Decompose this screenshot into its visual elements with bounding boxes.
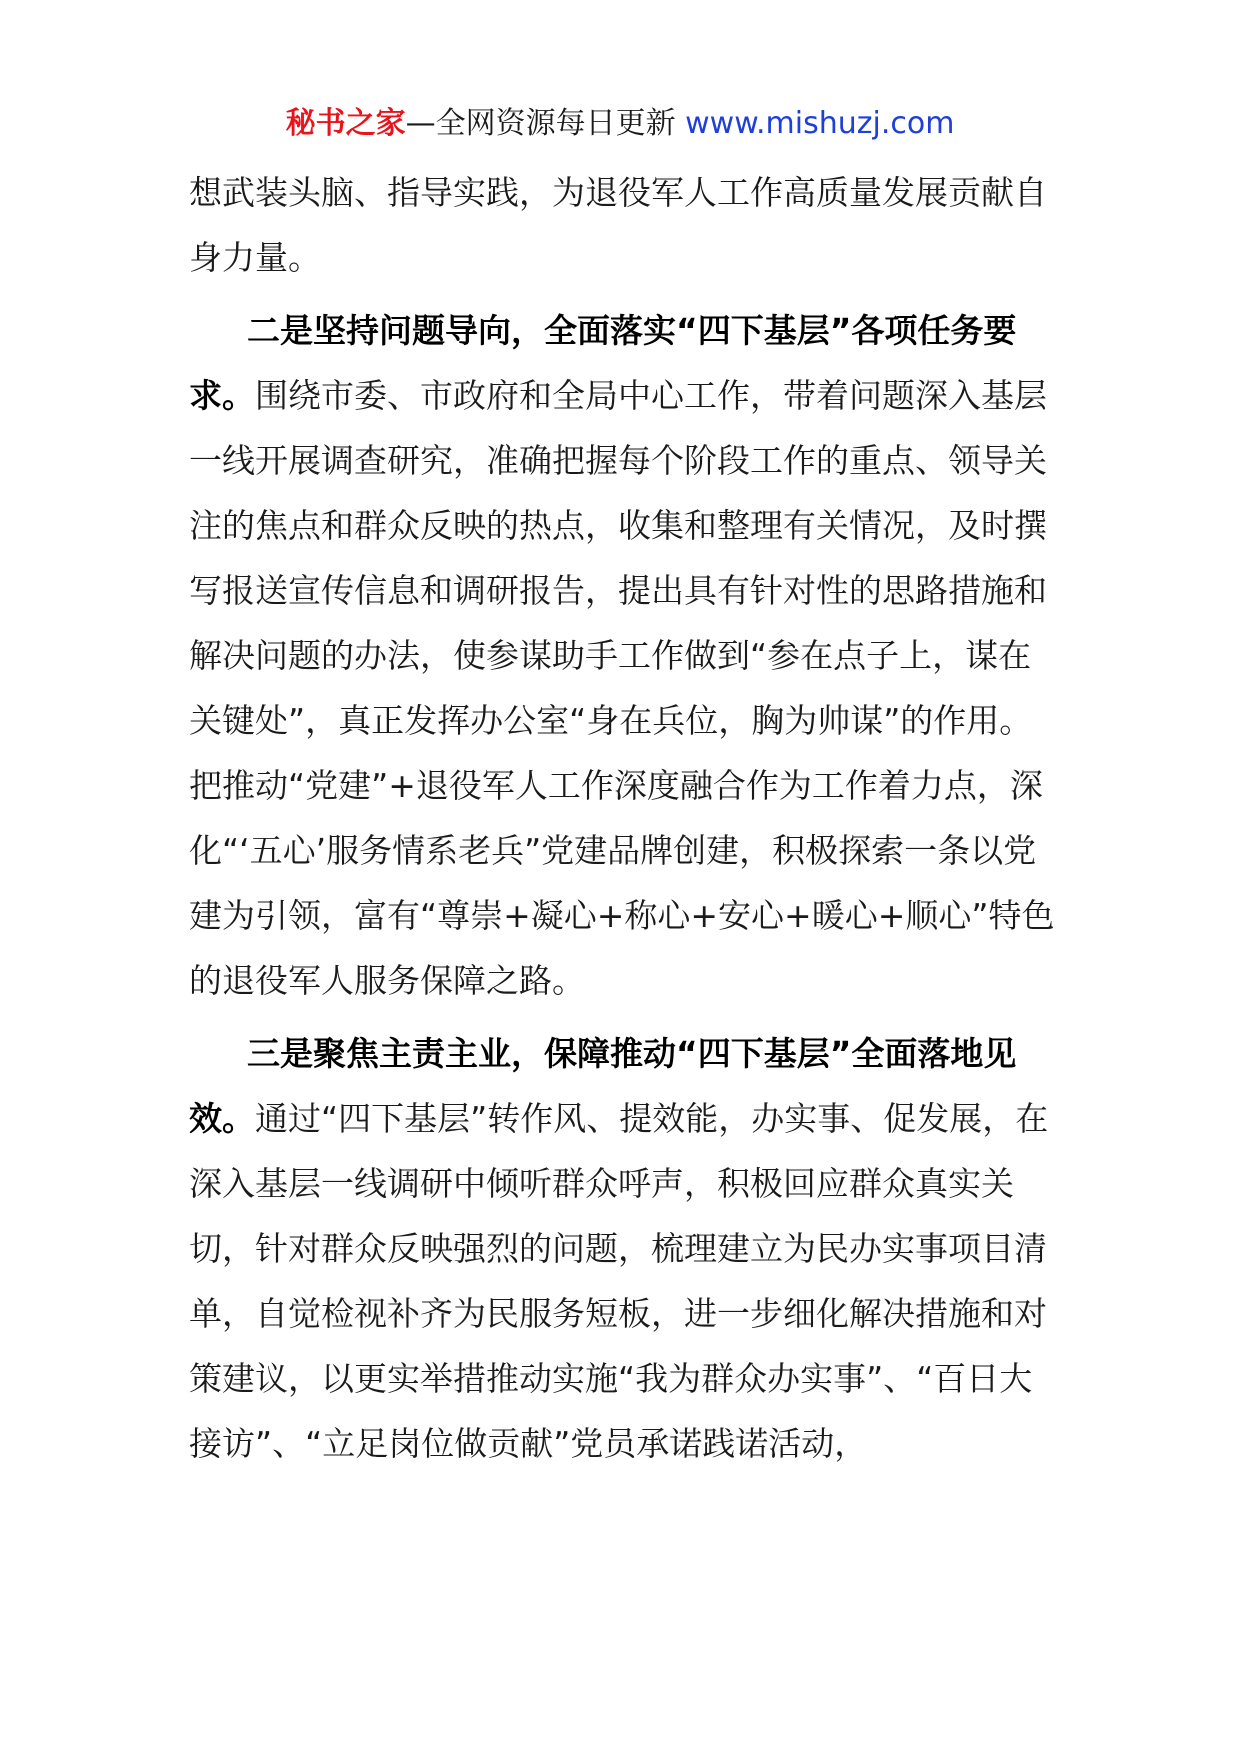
paragraph-2 bbox=[189, 298, 1059, 1013]
document-body bbox=[189, 160, 1059, 1476]
paragraph-3 bbox=[189, 1021, 1059, 1476]
paragraph-text: 想武装头脑、指导实践，为退役军人工作高质量发展贡献自身力量。 bbox=[189, 173, 1047, 277]
header-slogan: —全网资源每日更新 bbox=[405, 106, 686, 141]
paragraph-text: 围绕市委、市政府和全局中心工作，带着问题深入基层一线开展调查研究，准确把握每个阶段工作的重点、领导关注的焦点和群众反映的热点，收集和整理有关情况，及时撰写报送宣传信息和调研报告，提出具有针对性的思路措施和解决问题的办法，使参谋助手工作做到“参在点子上，谋在关键处”，真正发挥办公室“身在兵位，胸为帅谋”的作用。把推动“党建”+退役军人工作深度融合作为工作着力点，深化“‘五心’服务情系老兵”党建品牌创建，积极探索一条以党建为引领，富有“尊崇+凝心+称心+安心+暖心+顺心”特色的退役军人服务保障之路。 bbox=[189, 376, 1055, 1000]
paragraph-continued bbox=[189, 160, 1059, 290]
paragraph-lead: 二是坚持问题导向，全面落实“四下基层”各项任务要求。 bbox=[189, 311, 1017, 415]
header-url-link[interactable]: www.mishuzj.com bbox=[685, 106, 955, 141]
paragraph-lead: 三是聚焦主责主业，保障推动“四下基层”全面落地见效。 bbox=[189, 1034, 1017, 1138]
page-header bbox=[0, 104, 1240, 144]
brand-name: 秘书之家 bbox=[285, 106, 406, 141]
paragraph-text: 通过“四下基层”转作风、提效能，办实事、促发展，在深入基层一线调研中倾听群众呼声，积极回应群众真实关切，针对群众反映强烈的问题，梳理建立为民办实事项目清单，自觉检视补齐为民服务短板，进一步细化解决措施和对策建议，以更实举措推动实施“我为群众办实事”、“百日大接访”、“立足岗位做贡献”党员承诺践诺活动， bbox=[189, 1099, 1049, 1463]
